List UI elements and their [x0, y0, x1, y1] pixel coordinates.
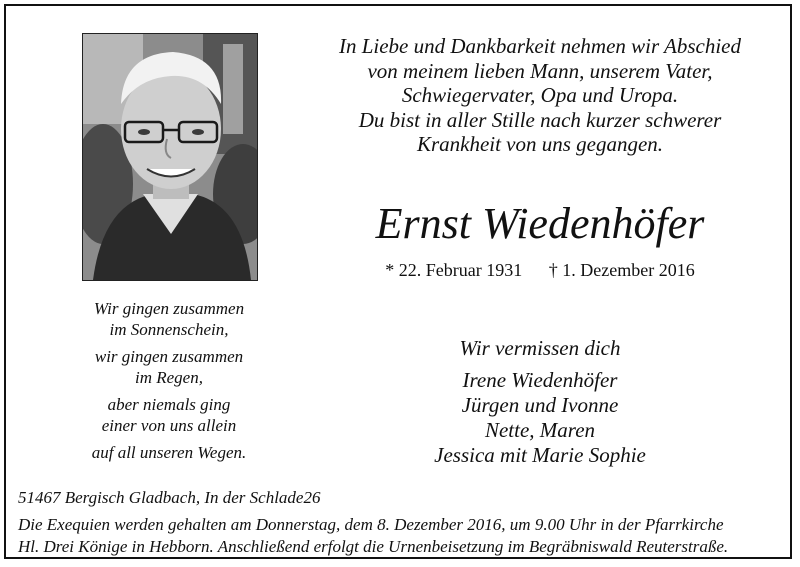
- mourners-heading: Wir vermissen dich: [459, 336, 621, 360]
- poem-line: im Regen,: [135, 368, 203, 387]
- deceased-name: Ernst Wiedenhöfer: [375, 199, 705, 248]
- funeral-service-info: [18, 514, 788, 558]
- memorial-poem: [60, 298, 278, 469]
- portrait-illustration: [83, 34, 257, 280]
- mourner-name: Jürgen und Ivonne: [461, 393, 619, 417]
- service-line: Hl. Drei Könige in Hebborn. Anschließend erfolgt die Urnenbeisetzung im Begräbniswald Reuterstraße.: [18, 537, 729, 556]
- portrait-photo: [82, 33, 258, 281]
- mourner-name: Irene Wiedenhöfer: [462, 368, 618, 392]
- mourner-name: Nette, Maren: [484, 418, 596, 442]
- mourner-name: Jessica mit Marie Sophie: [434, 443, 646, 467]
- poem-line: im Sonnenschein,: [109, 320, 229, 339]
- mourners-block: [380, 336, 700, 468]
- poem-line: wir gingen zusammen: [94, 347, 244, 366]
- service-line: Die Exequien werden gehalten am Donnerstag, dem 8. Dezember 2016, um 9.00 Uhr in der Pfarrkirche: [18, 515, 724, 534]
- life-dates: [300, 258, 780, 282]
- poem-line: einer von uns allein: [101, 416, 237, 435]
- family-address: 51467 Bergisch Gladbach, In der Schlade26: [18, 488, 321, 507]
- poem-line: aber niemals ging: [107, 395, 231, 414]
- poem-stanza: [60, 394, 278, 436]
- intro-line: Schwiegervater, Opa und Uropa.: [401, 83, 679, 107]
- intro-line: Krankheit von uns gegangen.: [416, 132, 664, 156]
- poem-stanza: [60, 346, 278, 388]
- intro-line: von meinem lieben Mann, unserem Vater,: [367, 58, 713, 83]
- poem-stanza: [60, 298, 278, 340]
- death-date: † 1. Dezember 2016: [548, 260, 695, 280]
- intro-line: In Liebe und Dankbarkeit nehmen wir Abschied: [338, 34, 742, 58]
- poem-line: Wir gingen zusammen: [93, 299, 245, 318]
- poem-stanza: [60, 442, 278, 463]
- birth-date: * 22. Februar 1931: [385, 260, 523, 280]
- intro-text: [300, 34, 780, 157]
- intro-line: Du bist in aller Stille nach kurzer schwerer: [358, 107, 722, 132]
- poem-line: auf all unseren Wegen.: [91, 443, 247, 462]
